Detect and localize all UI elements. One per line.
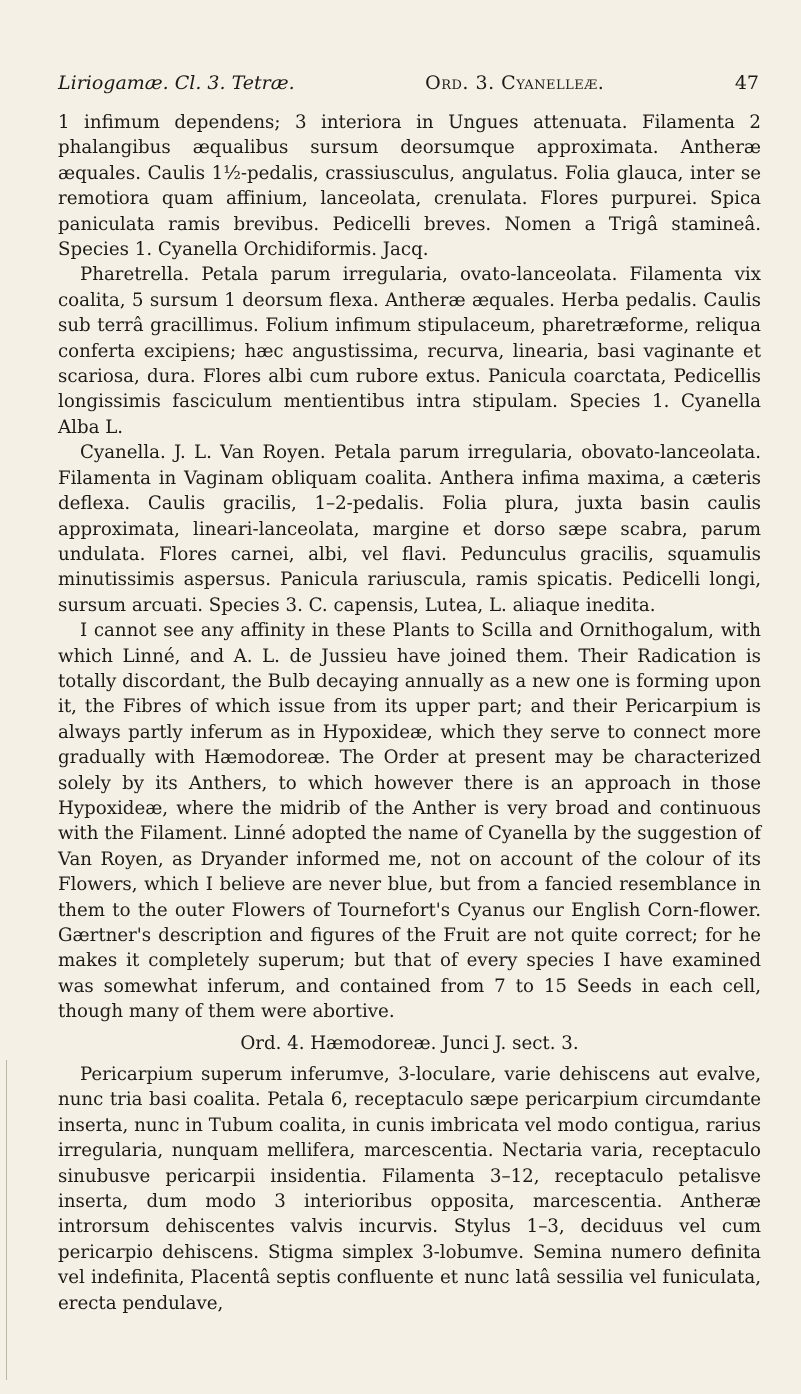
- paragraph-pharetrella: Pharetrella. Petala parum irregularia, ovato-lanceolata. Filamenta vix coalita, 5 sursum 1 deorsum flexa. Antheræ æquales. Herba pedalis. Caulis sub terrâ gracillimus. Folium infimum stipulaceum, pharetræforme, reliqua conferta excipiens; hæc angustissima, recurva, linearia, basi vaginante et scariosa, dura. Flores albi cum rubore extus. Panicula coarctata, Pedicellis longissimis fasciculum mentientibus intra stipulam. Species 1. Cyanella Alba L.: [58, 264, 761, 438]
- page-body: [58, 110, 761, 1316]
- page-number: 47: [734, 72, 759, 94]
- header-title: Liriogamæ. Cl. 3. Tetræ.: [58, 72, 295, 94]
- order-heading: Ord. 4. Hæmodoreæ. Junci J. sect. 3.: [240, 1032, 579, 1054]
- header-order: Ord. 3. Cyanelleæ.: [425, 72, 605, 94]
- paragraph-commentary: I cannot see any affinity in these Plants to Scilla and Ornithogalum, with which Linné, and A. L. de Jussieu have joined them. Their Radication is totally discordant, the Bulb decaying annually as a new one is forming upon it, the Fibres of which issue from its upper part; and their Pericarpium is always partly inferum as in Hypoxideæ, which they serve to connect more gradually with Hæmodoreæ. The Order at present may be characterized solely by its Anthers, to which however there is an approach in those Hypoxideæ, where the midrib of the Anther is very broad and continuous with the Filament. Linné adopted the name of Cyanella by the suggestion of Van Royen, as Dryander informed me, not on account of the colour of its Flowers, which I believe are never blue, but from a fancied resemblance in them to the outer Flowers of Tournefort's Cyanus our English Corn-flower. Gærtner's description and figures of the Fruit are not quite correct; for he makes it completely superum; but that of every species I have examined was somewhat inferum, and contained from 7 to 15 Seeds in each cell, though many of them were abortive.: [58, 620, 761, 1023]
- page-edge-shadow: [6, 1060, 7, 1380]
- paragraph-haemodoreae: Pericarpium superum inferumve, 3-loculare, varie dehiscens aut evalve, nunc tria basi coalita. Petala 6, receptaculo sæpe pericarpium circumdante inserta, nunc in Tubum coalita, in cunis imbricata vel modo contigua, rarius irregularia, nunquam mellifera, marcescentia. Nectaria varia, receptaculo sinubusve pericarpii insidentia. Filamenta 3–12, receptaculo petalisve inserta, dum modo 3 interioribus opposita, marcescentia. Antheræ introrsum dehiscentes valvis incurvis. Stylus 1–3, deciduus vel cum pericarpio dehiscens. Stigma simplex 3-lobumve. Semina numero definita vel indefinita, Placentâ septis confluente et nunc latâ sessilia vel funiculata, erecta pendulave,: [58, 1064, 761, 1314]
- paragraph-trigastemon: 1 infimum dependens; 3 interiora in Ungues attenuata. Filamenta 2 phalangibus æqualibus sursum deorsumque approximata. Antheræ æquales. Caulis 1½-pedalis, crassiusculus, angulatus. Folia glauca, inter se remotiora quam affinium, lanceolata, crenulata. Flores purpurei. Spica paniculata ramis brevibus. Pedicelli breves. Nomen a Trigâ stamineâ. Species 1. Cyanella Orchidiformis. Jacq.: [58, 112, 761, 261]
- running-header: [58, 72, 761, 94]
- paragraph-cyanella: Cyanella. J. L. Van Royen. Petala parum irregularia, obovato-lanceolata. Filamenta in Vaginam obliquam coalita. Anthera infima maxima, a cæteris deflexa. Caulis gracilis, 1–2-pedalis. Folia plura, juxta basin caulis approximata, lineari-lanceolata, margine et dorso sæpe scabra, parum undulata. Flores carnei, albi, vel flavi. Pedunculus gracilis, squamulis minutissimis aspersus. Panicula rariuscula, ramis spicatis. Pedicelli longi, sursum arcuati. Species 3. C. capensis, Lutea, L. aliaque inedita.: [58, 442, 761, 616]
